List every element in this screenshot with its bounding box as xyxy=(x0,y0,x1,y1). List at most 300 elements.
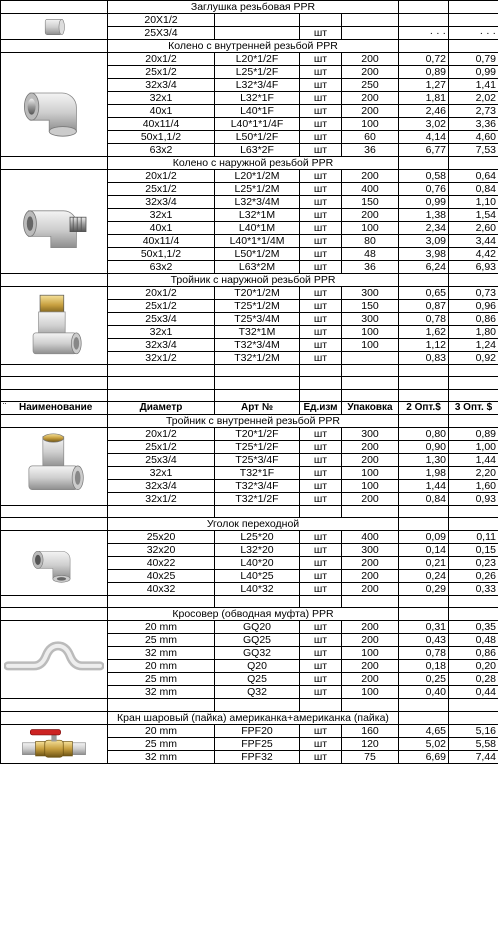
price-opt2-cell: 1,12 xyxy=(399,339,449,352)
diameter-cell: 25 mm xyxy=(108,673,215,686)
title-spacer xyxy=(399,711,449,724)
unit-cell: шт xyxy=(300,287,342,300)
unit-cell: шт xyxy=(300,621,342,634)
header-opt2: 2 Опт.$ xyxy=(399,401,449,414)
diameter-cell: 25 mm xyxy=(108,634,215,647)
elbow-female-thread-icon xyxy=(4,65,104,145)
article-cell: T32*3/4M xyxy=(215,339,300,352)
ball-valve-icon xyxy=(4,727,104,760)
article-cell: L40*20 xyxy=(215,557,300,570)
blank-cell xyxy=(108,505,215,517)
table-row xyxy=(1,287,498,300)
blank-cell xyxy=(108,699,215,711)
pack-cell: 100 xyxy=(342,326,399,339)
unit-cell: шт xyxy=(300,105,342,118)
price-opt3-cell: 1,24 xyxy=(449,339,498,352)
product-image xyxy=(1,287,108,365)
article-cell: L50*1/2F xyxy=(215,131,300,144)
section-title: Колено с внутренней резьбой PPR xyxy=(108,40,399,53)
product-image xyxy=(1,170,108,274)
diameter-cell: 32x3/4 xyxy=(108,79,215,92)
title-spacer xyxy=(449,518,498,531)
product-image xyxy=(1,621,108,699)
price-opt3-cell: 0,15 xyxy=(449,544,498,557)
title-spacer-left xyxy=(1,711,108,724)
price-opt3-cell: 0,99 xyxy=(449,66,498,79)
title-spacer xyxy=(399,274,449,287)
pack-cell: 100 xyxy=(342,466,399,479)
diameter-cell: 20Х1/2 xyxy=(108,14,215,27)
price-opt2-cell: 0,43 xyxy=(399,634,449,647)
pack-cell: 300 xyxy=(342,544,399,557)
price-opt3-cell: 0,84 xyxy=(449,183,498,196)
unit-cell: шт xyxy=(300,170,342,183)
pack-cell xyxy=(342,14,399,27)
blank-cell xyxy=(399,699,449,711)
diameter-cell: 50x1,1/2 xyxy=(108,131,215,144)
unit-cell: шт xyxy=(300,92,342,105)
blank-cell xyxy=(342,505,399,517)
pack-cell: 200 xyxy=(342,492,399,505)
diameter-cell: 25x3/4 xyxy=(108,453,215,466)
article-cell: Q32 xyxy=(215,686,300,699)
unit-cell: шт xyxy=(300,440,342,453)
diameter-cell: 40x22 xyxy=(108,557,215,570)
article-cell: T25*1/2M xyxy=(215,300,300,313)
price-opt3-cell: 0,96 xyxy=(449,300,498,313)
price-opt2-cell: 0,78 xyxy=(399,647,449,660)
price-opt2-cell: 2,34 xyxy=(399,222,449,235)
price-opt2-cell: 6,24 xyxy=(399,261,449,274)
price-opt3-cell: 0,73 xyxy=(449,287,498,300)
unit-cell: шт xyxy=(300,557,342,570)
unit-cell: шт xyxy=(300,647,342,660)
article-cell: T25*1/2F xyxy=(215,440,300,453)
reducing-elbow-icon xyxy=(4,534,104,592)
unit-cell: шт xyxy=(300,183,342,196)
product-image xyxy=(1,53,108,157)
blank-cell xyxy=(449,365,498,377)
diameter-cell: 32x3/4 xyxy=(108,479,215,492)
elbow-male-thread-icon xyxy=(4,182,104,262)
article-cell: FPF25 xyxy=(215,737,300,750)
article-cell: L40*1*1/4F xyxy=(215,118,300,131)
pack-cell: 200 xyxy=(342,92,399,105)
article-cell: L63*2F xyxy=(215,144,300,157)
product-image xyxy=(1,724,108,763)
pack-cell: 36 xyxy=(342,261,399,274)
blank-cell xyxy=(342,365,399,377)
threaded-plug-icon xyxy=(14,16,94,38)
article-cell: T25*3/4M xyxy=(215,313,300,326)
diameter-cell: 25 mm xyxy=(108,737,215,750)
price-opt3-cell: 0,48 xyxy=(449,634,498,647)
product-image xyxy=(1,427,108,505)
title-spacer xyxy=(399,157,449,170)
title-spacer xyxy=(449,608,498,621)
blank-cell xyxy=(300,699,342,711)
title-spacer-left xyxy=(1,414,108,427)
price-opt2-cell: 6,69 xyxy=(399,750,449,763)
article-cell: GQ20 xyxy=(215,621,300,634)
table-row xyxy=(1,531,498,544)
price-opt3-cell: 1,54 xyxy=(449,209,498,222)
diameter-cell: 40x32 xyxy=(108,583,215,596)
article-cell: L40*1F xyxy=(215,105,300,118)
unit-cell: шт xyxy=(300,222,342,235)
title-spacer xyxy=(399,1,449,14)
blank-cell xyxy=(300,505,342,517)
article-cell: L32*1M xyxy=(215,209,300,222)
price-opt3-cell: 0,64 xyxy=(449,170,498,183)
header-unit: Ед.изм xyxy=(300,401,342,414)
price-opt3-cell: 0,28 xyxy=(449,673,498,686)
pack-cell: 150 xyxy=(342,196,399,209)
diameter-cell: 25x1/2 xyxy=(108,66,215,79)
blank-cell xyxy=(300,389,342,401)
price-opt2-cell: 4,14 xyxy=(399,131,449,144)
diameter-cell: 25x3/4 xyxy=(108,313,215,326)
article-cell: L32*3/4M xyxy=(215,196,300,209)
header-lead-mark: ¨ xyxy=(3,401,7,413)
section-title-row xyxy=(1,157,498,170)
unit-cell: шт xyxy=(300,313,342,326)
price-opt3-cell: 0,20 xyxy=(449,660,498,673)
pack-cell: 200 xyxy=(342,621,399,634)
pack-cell: 100 xyxy=(342,222,399,235)
unit-cell: шт xyxy=(300,326,342,339)
section-title: Заглушка резьбовая PPR xyxy=(108,1,399,14)
table-row xyxy=(1,427,498,440)
header-name-label: Наименование xyxy=(18,401,93,413)
tee-female-thread-icon xyxy=(4,431,104,501)
section-title-row xyxy=(1,608,498,621)
pack-cell: 100 xyxy=(342,339,399,352)
price-opt3-cell: 1,00 xyxy=(449,440,498,453)
blank-cell xyxy=(342,699,399,711)
article-cell: FPF20 xyxy=(215,724,300,737)
price-opt3-cell: 0,86 xyxy=(449,313,498,326)
pack-cell: 200 xyxy=(342,209,399,222)
blank-cell xyxy=(399,389,449,401)
blank-cell xyxy=(342,377,399,389)
section-title-row xyxy=(1,711,498,724)
price-opt3-cell: 4,42 xyxy=(449,248,498,261)
price-opt3-cell: 1,10 xyxy=(449,196,498,209)
price-opt3-cell: 7,53 xyxy=(449,144,498,157)
title-spacer-left xyxy=(1,157,108,170)
price-opt2-cell: 1,44 xyxy=(399,479,449,492)
article-cell: L25*1/2M xyxy=(215,183,300,196)
price-opt2-cell: 4,65 xyxy=(399,724,449,737)
diameter-cell: 32 mm xyxy=(108,647,215,660)
pack-cell: 48 xyxy=(342,248,399,261)
unit-cell: шт xyxy=(300,196,342,209)
price-opt2-cell: 1,98 xyxy=(399,466,449,479)
price-opt3-cell: 0,86 xyxy=(449,647,498,660)
pack-cell: 200 xyxy=(342,634,399,647)
unit-cell: шт xyxy=(300,79,342,92)
title-spacer xyxy=(449,1,498,14)
price-opt2-cell: 0,65 xyxy=(399,287,449,300)
diameter-cell: 20x1/2 xyxy=(108,427,215,440)
price-opt3-cell: 7,44 xyxy=(449,750,498,763)
unit-cell: шт xyxy=(300,66,342,79)
article-cell: T32*1M xyxy=(215,326,300,339)
article-cell: GQ25 xyxy=(215,634,300,647)
price-opt3-cell: 2,02 xyxy=(449,92,498,105)
diameter-cell: 32x20 xyxy=(108,544,215,557)
tee-male-thread-icon xyxy=(4,291,104,361)
blank-cell xyxy=(1,505,108,517)
article-cell: Q25 xyxy=(215,673,300,686)
blank-cell xyxy=(215,505,300,517)
header-pack: Упаковка xyxy=(342,401,399,414)
article-cell: L25*1/2F xyxy=(215,66,300,79)
unit-cell: шт xyxy=(300,466,342,479)
unit-cell: шт xyxy=(300,570,342,583)
title-spacer-left xyxy=(1,40,108,53)
pack-cell: 36 xyxy=(342,144,399,157)
article-cell: L20*1/2M xyxy=(215,170,300,183)
blank-cell xyxy=(342,389,399,401)
blank-cell xyxy=(449,699,498,711)
blank-cell xyxy=(399,365,449,377)
price-opt3-cell: 0,26 xyxy=(449,570,498,583)
blank-row xyxy=(1,365,498,377)
diameter-cell: 32x3/4 xyxy=(108,339,215,352)
price-opt3-cell: 3,44 xyxy=(449,235,498,248)
blank-cell xyxy=(215,389,300,401)
blank-cell xyxy=(1,389,108,401)
blank-cell xyxy=(108,377,215,389)
diameter-cell: 25x1/2 xyxy=(108,300,215,313)
blank-cell xyxy=(449,377,498,389)
unit-cell: шт xyxy=(300,453,342,466)
diameter-cell: 20 mm xyxy=(108,724,215,737)
diameter-cell: 20 mm xyxy=(108,621,215,634)
price-opt2-cell: 0,24 xyxy=(399,570,449,583)
unit-cell: шт xyxy=(300,531,342,544)
price-opt2-cell: 0,58 xyxy=(399,170,449,183)
unit-cell: шт xyxy=(300,131,342,144)
price-opt3-cell: 0,93 xyxy=(449,492,498,505)
diameter-cell: 25x1/2 xyxy=(108,440,215,453)
table-row xyxy=(1,621,498,634)
blank-cell xyxy=(215,699,300,711)
unit-cell: шт xyxy=(300,544,342,557)
section-title: Тройник с наружной резьбой PPR xyxy=(108,274,399,287)
blank-cell xyxy=(300,365,342,377)
pack-cell: 80 xyxy=(342,235,399,248)
price-opt2-cell: 1,81 xyxy=(399,92,449,105)
article-cell: L40*1*1/4M xyxy=(215,235,300,248)
unit-cell: шт xyxy=(300,660,342,673)
article-cell: GQ32 xyxy=(215,647,300,660)
blank-cell xyxy=(108,389,215,401)
pack-cell: 400 xyxy=(342,183,399,196)
article-cell: L63*2M xyxy=(215,261,300,274)
blank-cell xyxy=(1,365,108,377)
article-cell: L32*20 xyxy=(215,544,300,557)
price-opt3-cell: 5,16 xyxy=(449,724,498,737)
blank-cell xyxy=(300,596,342,608)
pack-cell: 200 xyxy=(342,453,399,466)
diameter-cell: 32x1 xyxy=(108,466,215,479)
diameter-cell: 50x1,1/2 xyxy=(108,248,215,261)
unit-cell: шт xyxy=(300,118,342,131)
price-opt2-cell: · · · xyxy=(399,27,449,40)
title-spacer xyxy=(399,414,449,427)
unit-cell: шт xyxy=(300,209,342,222)
diameter-cell: 32 mm xyxy=(108,750,215,763)
article-cell: T32*1/2M xyxy=(215,352,300,365)
pack-cell: 75 xyxy=(342,750,399,763)
pack-cell: 200 xyxy=(342,170,399,183)
price-opt2-cell: 0,83 xyxy=(399,352,449,365)
blank-cell xyxy=(300,377,342,389)
price-opt3-cell: 0,33 xyxy=(449,583,498,596)
title-spacer xyxy=(449,274,498,287)
diameter-cell: 20x1/2 xyxy=(108,170,215,183)
diameter-cell: 25Х3/4 xyxy=(108,27,215,40)
section-title: Кросовер (обводная муфта) PPR xyxy=(108,608,399,621)
article-cell: L40*1M xyxy=(215,222,300,235)
article-cell: FPF32 xyxy=(215,750,300,763)
blank-row xyxy=(1,505,498,517)
column-header-row xyxy=(1,401,498,414)
article-cell: T25*3/4F xyxy=(215,453,300,466)
unit-cell: шт xyxy=(300,737,342,750)
price-opt2-cell: 2,46 xyxy=(399,105,449,118)
price-opt2-cell: 0,72 xyxy=(399,53,449,66)
blank-cell xyxy=(399,377,449,389)
title-spacer xyxy=(399,518,449,531)
pack-cell: 200 xyxy=(342,440,399,453)
section-title-row xyxy=(1,414,498,427)
price-opt2-cell: 0,25 xyxy=(399,673,449,686)
section-title: Колено с наружной резьбой PPR xyxy=(108,157,399,170)
blank-cell xyxy=(1,596,108,608)
diameter-cell: 40x25 xyxy=(108,570,215,583)
header-opt3: 3 Опт. $ xyxy=(449,401,498,414)
product-image xyxy=(1,14,108,40)
section-title: Тройник с внутренней резьбой PPR xyxy=(108,414,399,427)
crossover-icon xyxy=(4,625,104,695)
price-opt2-cell: 0,84 xyxy=(399,492,449,505)
pack-cell: 150 xyxy=(342,300,399,313)
pack-cell: 200 xyxy=(342,673,399,686)
price-opt2-cell: 0,99 xyxy=(399,196,449,209)
blank-row xyxy=(1,699,498,711)
unit-cell xyxy=(300,14,342,27)
article-cell: L20*1/2F xyxy=(215,53,300,66)
price-opt2-cell xyxy=(399,14,449,27)
blank-cell xyxy=(399,596,449,608)
article-cell: L32*1F xyxy=(215,92,300,105)
price-opt3-cell: 5,58 xyxy=(449,737,498,750)
pack-cell: 250 xyxy=(342,79,399,92)
price-opt3-cell: 0,89 xyxy=(449,427,498,440)
pack-cell: 200 xyxy=(342,583,399,596)
blank-row xyxy=(1,389,498,401)
diameter-cell: 32 mm xyxy=(108,686,215,699)
diameter-cell: 32x1 xyxy=(108,209,215,222)
pack-cell: 100 xyxy=(342,118,399,131)
unit-cell: шт xyxy=(300,673,342,686)
price-opt3-cell: 6,93 xyxy=(449,261,498,274)
article-cell: T32*1F xyxy=(215,466,300,479)
price-opt3-cell: 0,79 xyxy=(449,53,498,66)
article-cell xyxy=(215,14,300,27)
section-title-row xyxy=(1,518,498,531)
header-name xyxy=(1,401,108,414)
price-opt2-cell: 3,98 xyxy=(399,248,449,261)
section-title-row xyxy=(1,274,498,287)
product-image xyxy=(1,531,108,596)
pack-cell: 200 xyxy=(342,105,399,118)
price-opt3-cell: · · · xyxy=(449,27,498,40)
price-opt2-cell: 0,21 xyxy=(399,557,449,570)
title-spacer-left xyxy=(1,274,108,287)
price-opt2-cell: 3,09 xyxy=(399,235,449,248)
pack-cell: 200 xyxy=(342,570,399,583)
price-opt3-cell: 2,20 xyxy=(449,466,498,479)
price-opt3-cell: 2,60 xyxy=(449,222,498,235)
pack-cell: 60 xyxy=(342,131,399,144)
header-diameter: Диаметр xyxy=(108,401,215,414)
blank-row xyxy=(1,377,498,389)
price-opt2-cell: 0,14 xyxy=(399,544,449,557)
article-cell: L32*3/4F xyxy=(215,79,300,92)
pack-cell: 200 xyxy=(342,53,399,66)
blank-cell xyxy=(449,596,498,608)
diameter-cell: 32x1 xyxy=(108,92,215,105)
diameter-cell: 40x11/4 xyxy=(108,235,215,248)
price-opt3-cell: 0,92 xyxy=(449,352,498,365)
price-opt3-cell: 1,60 xyxy=(449,479,498,492)
title-spacer xyxy=(399,40,449,53)
diameter-cell: 32x1 xyxy=(108,326,215,339)
blank-cell xyxy=(399,505,449,517)
blank-cell xyxy=(449,389,498,401)
pack-cell: 100 xyxy=(342,647,399,660)
pack-cell: 200 xyxy=(342,66,399,79)
price-opt3-cell: 1,44 xyxy=(449,453,498,466)
article-cell: L50*1/2M xyxy=(215,248,300,261)
pack-cell: 400 xyxy=(342,531,399,544)
price-opt3-cell: 3,36 xyxy=(449,118,498,131)
diameter-cell: 20x1/2 xyxy=(108,287,215,300)
pack-cell: 200 xyxy=(342,557,399,570)
diameter-cell: 63x2 xyxy=(108,144,215,157)
blank-cell xyxy=(342,596,399,608)
table-row xyxy=(1,170,498,183)
diameter-cell: 32x3/4 xyxy=(108,196,215,209)
diameter-cell: 25x20 xyxy=(108,531,215,544)
price-opt2-cell: 0,78 xyxy=(399,313,449,326)
section-title: Кран шаровый (пайка) американка+американка (пайка) xyxy=(108,711,399,724)
unit-cell: шт xyxy=(300,750,342,763)
blank-cell xyxy=(108,596,215,608)
diameter-cell: 63x2 xyxy=(108,261,215,274)
header-article: Арт № xyxy=(215,401,300,414)
title-spacer-left xyxy=(1,1,108,14)
price-opt3-cell: 0,35 xyxy=(449,621,498,634)
blank-cell xyxy=(1,699,108,711)
article-cell: L25*20 xyxy=(215,531,300,544)
price-opt2-cell: 1,27 xyxy=(399,79,449,92)
